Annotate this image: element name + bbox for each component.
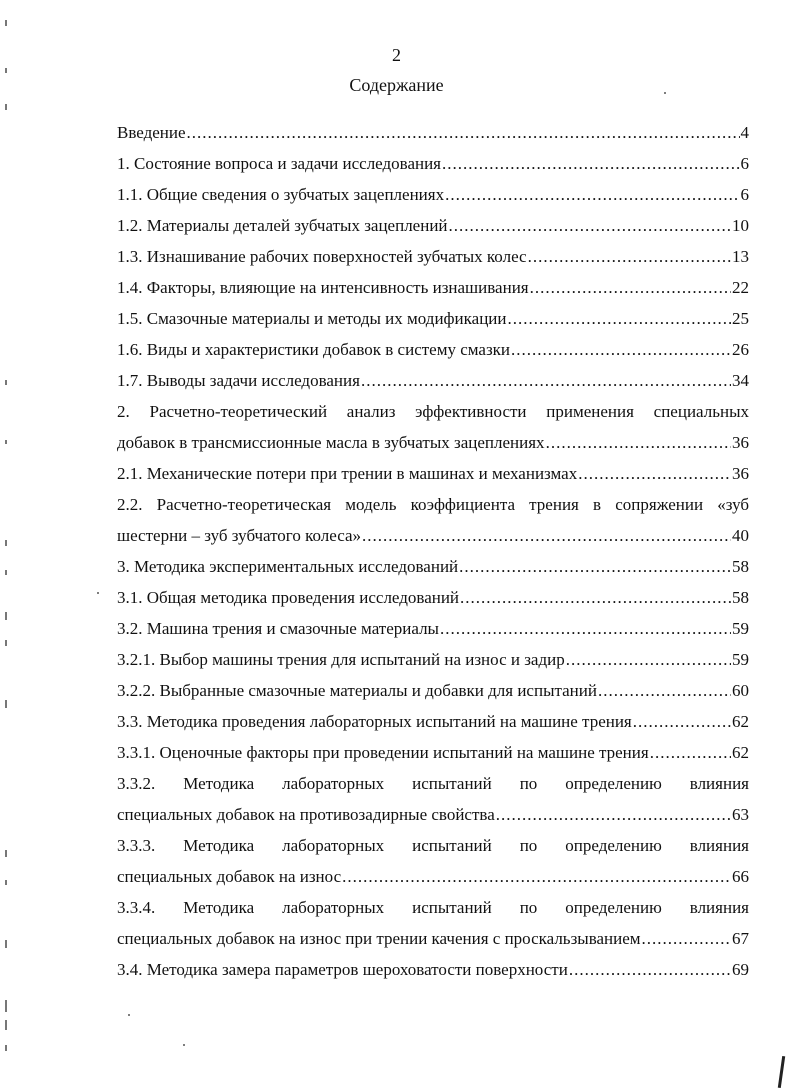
toc-entry xyxy=(117,181,749,212)
toc-leader-dots xyxy=(442,150,739,177)
toc-entry xyxy=(117,584,749,615)
toc-entry-title: 1.3. Изнашивание рабочих поверхностей зубчатых колес xyxy=(117,247,527,266)
toc-entry-page: 22 xyxy=(732,278,749,297)
toc-entry-title: 2.1. Механические потери при трении в машинах и механизмах xyxy=(117,464,578,483)
toc-entry-title: 1. Состояние вопроса и задачи исследования xyxy=(117,154,442,173)
page-number: 2 xyxy=(392,45,401,65)
toc-entry xyxy=(117,770,749,832)
toc-entry-title: 1.2. Материалы деталей зубчатых зацеплений xyxy=(117,216,448,235)
toc-entry-title: 3. Методика экспериментальных исследований xyxy=(117,557,459,576)
toc-leader-dots xyxy=(342,863,731,890)
toc-entry-title: 1.1. Общие сведения о зубчатых зацеплениях xyxy=(117,185,445,204)
toc-entry xyxy=(117,367,749,398)
toc-entry-title: 3.2.1. Выбор машины трения для испытаний на износ и задир xyxy=(117,650,565,669)
toc-entry-title: 3.4. Методика замера параметров шероховатости поверхности xyxy=(117,960,568,979)
toc-entry-title-line2: специальных добавок на противозадирные свойства xyxy=(117,805,495,824)
scan-corner-mark xyxy=(778,1056,785,1088)
toc-entry-page: 10 xyxy=(732,216,749,235)
toc-entry xyxy=(117,243,749,274)
toc-leader-dots xyxy=(633,708,731,735)
toc-entry xyxy=(117,677,749,708)
toc-entry-page: 67 xyxy=(732,929,749,948)
toc-entry xyxy=(117,336,749,367)
toc-leader-dots xyxy=(578,460,731,487)
toc-entry-page: 36 xyxy=(732,433,749,452)
toc-leader-dots xyxy=(528,243,731,270)
toc-leader-dots xyxy=(598,677,731,704)
table-of-contents xyxy=(117,119,749,987)
toc-leader-dots xyxy=(361,367,731,394)
toc-entry-title: 1.6. Виды и характеристики добавок в систему смазки xyxy=(117,340,511,359)
toc-entry xyxy=(117,150,749,181)
toc-entry xyxy=(117,956,749,987)
toc-entry-title: 3.2.2. Выбранные смазочные материалы и добавки для испытаний xyxy=(117,681,597,700)
toc-entry-page: 60 xyxy=(732,681,749,700)
toc-entry-title: 1.4. Факторы, влияющие на интенсивность изнашивания xyxy=(117,278,529,297)
toc-entry xyxy=(117,460,749,491)
toc-entry xyxy=(117,832,749,894)
toc-entry-page: 13 xyxy=(732,247,749,266)
toc-leader-dots xyxy=(530,274,731,301)
toc-entry-page: 63 xyxy=(732,805,749,824)
toc-entry-title-line2: шестерни – зуб зубчатого колеса» xyxy=(117,526,362,545)
toc-leader-dots xyxy=(460,584,731,611)
toc-entry-page: 26 xyxy=(732,340,749,359)
toc-entry xyxy=(117,894,749,956)
toc-leader-dots xyxy=(187,119,740,146)
toc-entry-title-line1: 3.3.4. Методика лабораторных испытаний по определению влияния xyxy=(117,898,749,917)
toc-leader-dots xyxy=(650,739,731,766)
toc-entry-page: 59 xyxy=(732,619,749,638)
toc-entry-title: 3.2. Машина трения и смазочные материалы xyxy=(117,619,439,638)
scan-speck xyxy=(97,592,99,594)
toc-entry-page: 59 xyxy=(732,650,749,669)
toc-entry xyxy=(117,491,749,553)
toc-entry-page: 66 xyxy=(732,867,749,886)
toc-entry-page: 6 xyxy=(740,185,749,204)
toc-entry-title-line1: 3.3.3. Методика лабораторных испытаний по определению влияния xyxy=(117,836,749,855)
toc-entry-page: 69 xyxy=(732,960,749,979)
toc-leader-dots xyxy=(449,212,731,239)
toc-leader-dots xyxy=(496,801,731,828)
toc-leader-dots xyxy=(546,429,731,456)
toc-leader-dots xyxy=(566,646,731,673)
scan-speck xyxy=(183,1044,185,1046)
toc-entry xyxy=(117,553,749,584)
toc-entry-title-line1: 2.2. Расчетно-теоретическая модель коэффициента трения в сопряжении «зуб xyxy=(117,495,749,514)
toc-entry-page: 58 xyxy=(732,557,749,576)
toc-leader-dots xyxy=(642,925,731,952)
toc-entry-title-line1: 3.3.2. Методика лабораторных испытаний по определению влияния xyxy=(117,774,749,793)
toc-entry-title-line1: 2. Расчетно-теоретический анализ эффективности применения специальных xyxy=(117,402,749,421)
toc-leader-dots xyxy=(362,522,731,549)
toc-entry-page: 25 xyxy=(732,309,749,328)
toc-entry xyxy=(117,212,749,243)
scan-speck xyxy=(128,1014,130,1016)
toc-entry-page: 36 xyxy=(732,464,749,483)
toc-entry-title: 3.3.1. Оценочные факторы при проведении испытаний на машине трения xyxy=(117,743,649,762)
toc-entry-title-line2: специальных добавок на износ при трении качения с проскальзыванием xyxy=(117,929,641,948)
toc-leader-dots xyxy=(440,615,731,642)
toc-entry-title-line2: специальных добавок на износ xyxy=(117,867,342,886)
toc-leader-dots xyxy=(569,956,731,983)
scan-edge-artifacts xyxy=(2,0,10,1092)
toc-entry xyxy=(117,646,749,677)
toc-leader-dots xyxy=(459,553,731,580)
toc-entry xyxy=(117,305,749,336)
toc-entry-page: 58 xyxy=(732,588,749,607)
toc-entry-title: 1.7. Выводы задачи исследования xyxy=(117,371,360,390)
toc-entry-page: 62 xyxy=(732,712,749,731)
toc-entry xyxy=(117,739,749,770)
toc-entry-title: 1.5. Смазочные материалы и методы их модификации xyxy=(117,309,507,328)
toc-entry xyxy=(117,119,749,150)
toc-leader-dots xyxy=(445,181,739,208)
toc-entry-title: 3.1. Общая методика проведения исследований xyxy=(117,588,460,607)
toc-entry-page: 62 xyxy=(732,743,749,762)
page-title: Содержание xyxy=(349,75,444,95)
toc-entry-title: Введение xyxy=(117,123,186,142)
toc-entry-page: 6 xyxy=(740,154,749,173)
toc-entry-page: 34 xyxy=(732,371,749,390)
toc-entry-title-line2: добавок в трансмиссионные масла в зубчатых зацеплениях xyxy=(117,433,545,452)
toc-entry-title: 3.3. Методика проведения лабораторных испытаний на машине трения xyxy=(117,712,632,731)
toc-entry xyxy=(117,274,749,305)
toc-entry-page: 40 xyxy=(732,526,749,545)
toc-entry xyxy=(117,708,749,739)
toc-leader-dots xyxy=(511,336,731,363)
toc-leader-dots xyxy=(508,305,732,332)
toc-entry xyxy=(117,398,749,460)
toc-entry-page: 4 xyxy=(740,123,749,142)
toc-entry xyxy=(117,615,749,646)
